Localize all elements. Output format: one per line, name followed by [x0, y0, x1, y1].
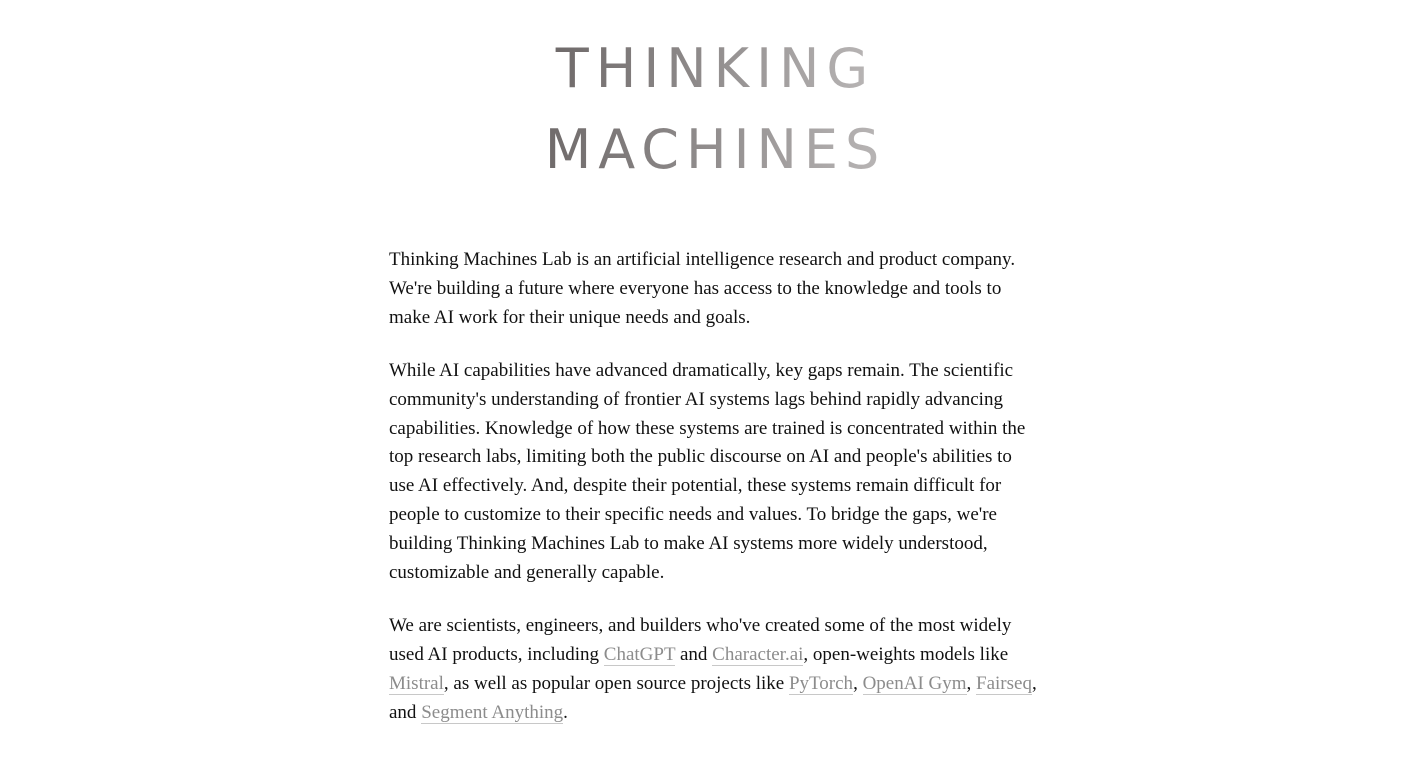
logo-line-machines: MACHINES	[538, 109, 887, 190]
intro-paragraph: Thinking Machines Lab is an artificial intelligence research and product company. We're building a future where everyone has access to the knowledge and tools to make AI work for their unique needs and goals.	[389, 249, 1016, 328]
main-content	[389, 246, 1039, 752]
team-paragraph	[389, 612, 1039, 728]
team-text-2: and	[675, 643, 713, 665]
team-text-5: ,	[853, 672, 863, 694]
link-segment-anything[interactable]: Segment Anything	[421, 701, 564, 723]
logo-line-thinking: THINKING	[549, 28, 876, 109]
link-pytorch[interactable]: PyTorch	[788, 672, 854, 694]
team-text-1: We are scientists, engineers, and builders who've created some of the most widely used AI products, including	[389, 614, 1012, 665]
gaps-paragraph: While AI capabilities have advanced dramatically, key gaps remain. The scientific community's understanding of frontier AI systems lags behind rapidly advancing capabilities. Knowledge of how these systems are trained is concentrated within the top research labs, limiting both the public discourse on AI and people's abilities to use AI effectively. And, despite their potential, these systems remain difficult for people to customize to their specific needs and values. To bridge the gaps, we're building Thinking Machines Lab to make AI systems more widely understood, customizable and generally capable.	[389, 359, 1026, 584]
team-text-8: .	[563, 701, 568, 723]
link-characterai[interactable]: Character.ai	[712, 643, 804, 665]
team-text-4: , as well as popular open source projects like	[443, 672, 789, 694]
team-text-3: , open-weights models like	[803, 643, 1009, 665]
link-mistral[interactable]: Mistral	[389, 672, 444, 694]
link-openai-gym[interactable]: OpenAI Gym	[862, 672, 967, 694]
link-chatgpt[interactable]: ChatGPT	[603, 643, 676, 665]
site-logo[interactable]	[0, 28, 1424, 190]
link-fairseq[interactable]: Fairseq	[976, 672, 1032, 694]
team-text-7: , and	[389, 672, 1037, 723]
team-text-6: ,	[966, 672, 977, 694]
